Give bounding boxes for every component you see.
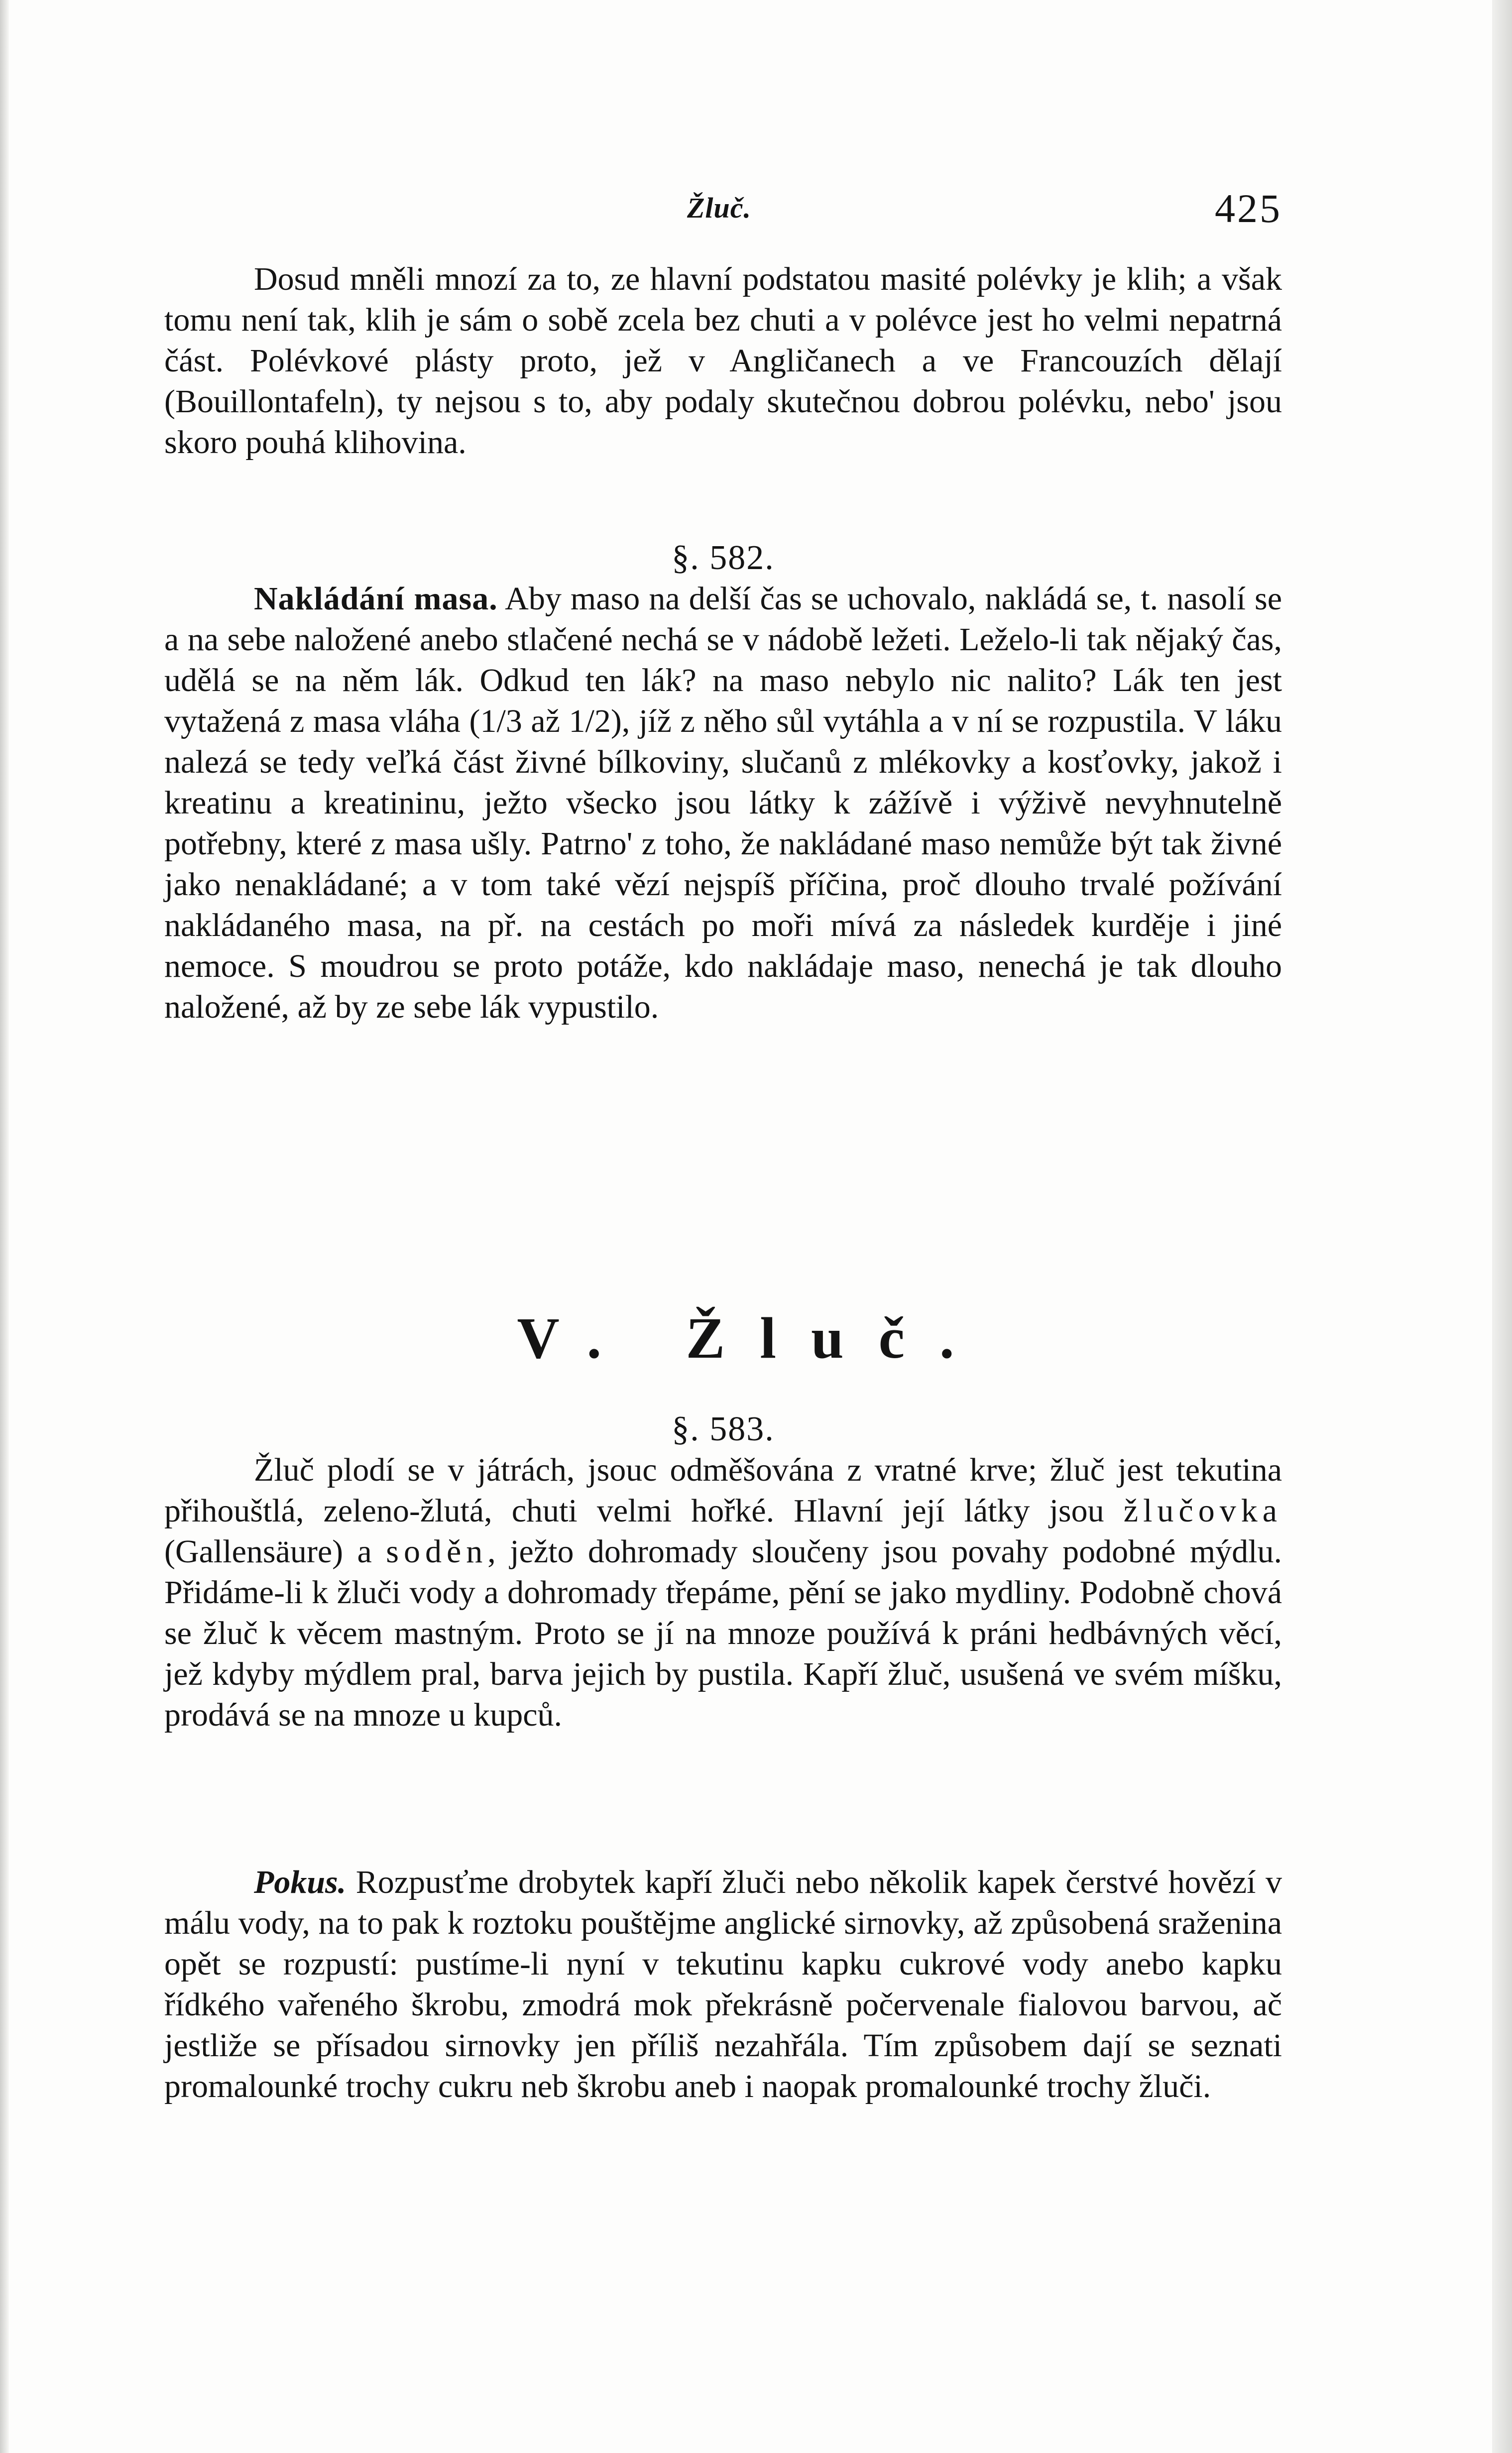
paragraph-soup-tablets bbox=[164, 259, 1282, 463]
experiment-section bbox=[164, 1862, 1282, 2107]
section-583-text-b: , ježto dohromady sloučeny jsou povahy podobné mýdlu. Přidáme-li k žluči vody a dohromady třepáme, pění se jako mydliny. Podobně chová se žluč k věcem mastným. Proto se jí na mnoze používá k práni hedbávných věcí, jež kdyby mýdlem pral, barva jejich by pustila. Kapří žluč, usušená ve svém míšku, prodává se na mnoze u kupců. bbox=[164, 1533, 1282, 1733]
fraction-one-third: 1/3 bbox=[480, 703, 522, 739]
chapter-title: V. Žluč. bbox=[517, 1305, 989, 1371]
section-582-text-between: až bbox=[522, 703, 569, 739]
page-header bbox=[164, 185, 1282, 235]
running-title: Žluč. bbox=[687, 192, 752, 224]
term-soden: soděn bbox=[386, 1533, 488, 1570]
experiment-heading: Pokus. bbox=[254, 1864, 347, 1900]
section-583-text-a: Žluč plodí se v játrách, jsouc odměšována z vratné krve; žluč jest tekutina přihouštlá, zeleno-žlutá, chuti velmi hořké. Hlavní její látky jsou bbox=[164, 1452, 1282, 1529]
paragraph-text: Dosud mněli mnozí za to, ze hlavní podstatou masité polévky je klih; a však tomu není tak, klih je sám o sobě zcela bez chuti a v polévce jest ho velmi nepatrná část. Polévkové plásty proto, jež v Angličanech a ve Francouzích dělají (Bouillontafeln), ty nejsou s to, aby podaly skutečnou dobrou polévku, nebo' jsou skoro pouhá klihovina. bbox=[164, 261, 1282, 461]
term-note: (Gallensäure) a bbox=[164, 1533, 386, 1570]
section-number-583: §. 583. bbox=[672, 1410, 775, 1448]
page-left-edge bbox=[0, 0, 9, 2453]
experiment-paragraph bbox=[164, 1862, 1282, 2107]
section-582-paragraph bbox=[164, 579, 1282, 1028]
page-right-edge bbox=[1492, 0, 1512, 2453]
section-582-text-b: ), jíž z něho sůl vytáhla a v ní se rozpustila. V láku nalezá se tedy veľká část živné bílkoviny, slučanů z mlékovky a kosťovky, jakož i kreatinu a kreatininu, ježto všecko jsou látky k zážívě i výživě nevyhnutelně potřebny, které z masa ušly. Patrno' z toho, že nakládané maso nemůže být tak živné jako nenakládané; a v tom také vězí nejspíš příčina, proč dlouho trvalé požívání nakládaného masa, na př. na cestách po moři mívá za následek kurděje i jiné nemoce. S moudrou se proto potáže, kdo nakládaje maso, nenechá je tak dlouho naložené, až by ze sebe lák vypustilo. bbox=[164, 703, 1282, 1025]
section-583-paragraph bbox=[164, 1450, 1282, 1736]
term-zlucovka: žlučovka bbox=[1123, 1493, 1282, 1529]
fraction-one-half: 1/2 bbox=[569, 703, 611, 739]
section-number-582: §. 582. bbox=[672, 539, 775, 577]
experiment-text: Rozpusťme drobytek kapří žluči nebo několik kapek čerstvé hovězí v málu vody, na to pak k roztoku pouštějme anglické sirnovky, až způsobená sraženina opět se rozpustí: pustíme-li nyní v tekutinu kapku cukrové vody anebo kapku řídkého vařeného škrobu, zmodrá mok překrásně počervenale fialovou barvou, ač jestliže se přísadou sirnovky jen příliš nezahřála. Tím způsobem dají se seznati promalounké trochy cukru neb škrobu aneb i naopak promalounké trochy žluči. bbox=[164, 1864, 1282, 2104]
section-582 bbox=[164, 538, 1282, 1028]
page-number: 425 bbox=[1215, 186, 1282, 231]
section-583 bbox=[164, 1409, 1282, 1736]
section-582-heading: Nakládání masa. bbox=[254, 581, 498, 617]
section-582-text-a: Aby maso na delší čas se uchovalo, nakládá se, t. nasolí se a na sebe naložené anebo stlačené nechá se v nádobě ležeti. Leželo-li tak nějaký čas, udělá se na něm lák. Odkud ten lák? na maso nebylo nic nalito? Lák ten jest vytažená z masa vláha ( bbox=[164, 581, 1282, 739]
